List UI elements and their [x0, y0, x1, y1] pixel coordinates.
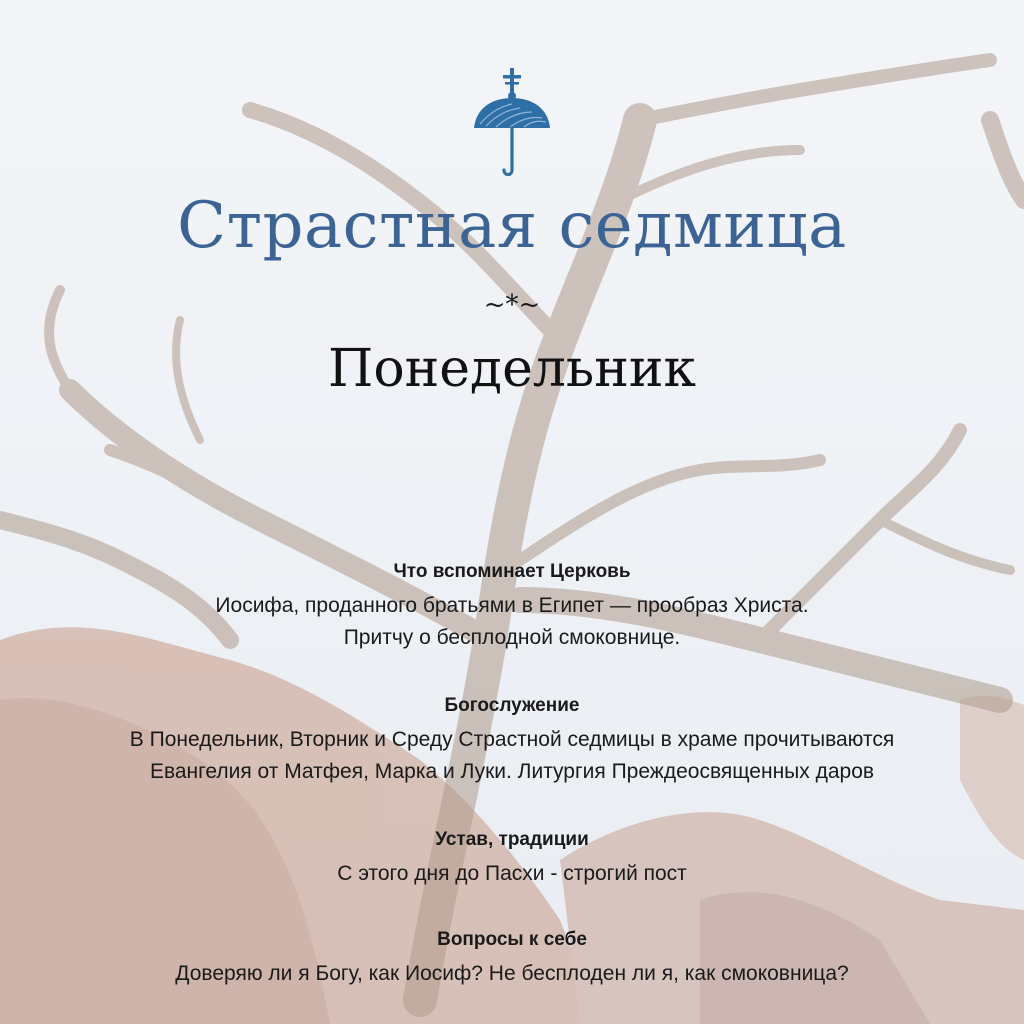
day-title: Понедельник	[327, 339, 697, 399]
section-line: Доверяю ли я Богу, как Иосиф? Не бесплоден ли я, как смоковница?	[175, 962, 849, 985]
section-rules	[0, 828, 1024, 890]
section-heading: Устав, традиции	[435, 829, 589, 850]
section-heading: Богослужение	[444, 695, 580, 716]
section-line: Иосифа, проданного братьями в Египет — прообраз Христа.	[215, 594, 809, 617]
section-heading: Вопросы к себе	[437, 929, 587, 950]
section-service	[0, 694, 1024, 788]
section-line: Евангелия от Матфея, Марка и Луки. Литургия Преждеосвященных даров	[149, 760, 875, 783]
section-remembrance	[0, 560, 1024, 654]
section-heading: Что вспоминает Церковь	[393, 561, 631, 582]
section-line: С этого дня до Пасхи - строгий пост	[337, 862, 687, 885]
ornament-divider: ~*~	[483, 290, 541, 320]
section-line: В Понедельник, Вторник и Среду Страстной седмицы в храме прочитываются	[129, 728, 895, 751]
section-questions	[0, 928, 1024, 990]
section-line: Притчу о бесплодной смоковнице.	[343, 626, 681, 649]
page-title: Страстная седмица	[177, 189, 847, 263]
dome-umbrella-cross-icon	[466, 66, 558, 180]
